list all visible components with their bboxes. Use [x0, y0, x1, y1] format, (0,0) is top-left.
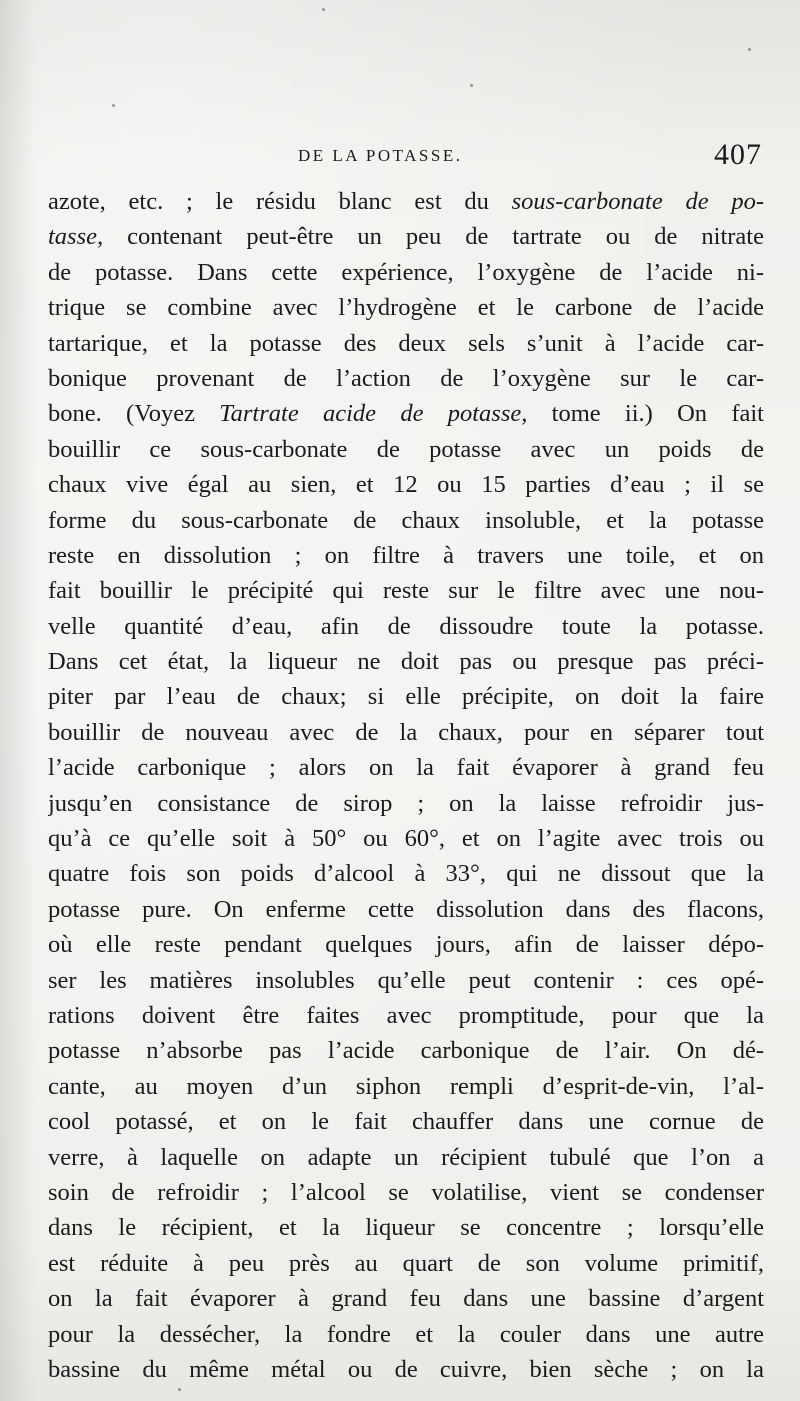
text-line [48, 1210, 764, 1245]
paper-speck [178, 1388, 181, 1391]
text-line [48, 184, 764, 219]
text-line [48, 856, 764, 891]
text-run: bouillir ce sous-carbonate de potasse avec un poids de [48, 435, 764, 463]
text-run: qu’à ce qu’elle soit à 50° ou 60°, et on l’agite avec trois ou [48, 825, 764, 853]
text-run: soin de refroidir ; l’alcool se volatilise, vient se condenser [48, 1178, 764, 1206]
text-run: bassine du même métal ou de cuivre, bien sèche ; on la [48, 1355, 764, 1383]
text-line [48, 1104, 764, 1139]
page-gutter-shadow [0, 0, 36, 1401]
text-run: tartarique, et la potasse des deux sels s’unit à l’acide car- [48, 329, 764, 357]
text-line [48, 503, 764, 538]
text-run: quatre fois son poids d’alcool à 33°, qui ne dissout que la [48, 860, 764, 888]
text-line [48, 609, 764, 644]
text-line [48, 255, 764, 290]
text-line [48, 1175, 764, 1210]
page-number: 407 [714, 138, 762, 171]
text-run: azote, etc. ; le résidu blanc est du [48, 188, 512, 215]
running-head: DE LA POTASSE. [298, 146, 463, 165]
paper-speck [748, 48, 751, 51]
text-line [48, 1281, 764, 1316]
text-line [48, 679, 764, 714]
text-line [48, 1352, 764, 1387]
text-run: de potasse. Dans cette expérience, l’oxygène de l’acide ni- [48, 258, 764, 286]
text-run: forme du sous-carbonate de chaux insoluble, et la potasse [48, 506, 764, 534]
text-run: cool potassé, et on le fait chauffer dans une cornue de [48, 1108, 764, 1136]
text-line [48, 361, 764, 396]
text-line [48, 821, 764, 856]
text-run: pour la dessécher, la fondre et la couler dans une autre [48, 1320, 764, 1348]
text-line [48, 1033, 764, 1068]
italic-text: tasse, [48, 223, 104, 251]
text-line [48, 998, 764, 1033]
text-run: Dans cet état, la liqueur ne doit pas ou presque pas préci- [48, 648, 764, 676]
text-line [48, 290, 764, 325]
text-run: fait bouillir le précipité qui reste sur le filtre avec une nou- [48, 577, 764, 605]
paper-speck [112, 104, 115, 107]
text-run: velle quantité d’eau, afin de dissoudre toute la potasse. [48, 612, 764, 640]
text-run: cante, au moyen d’un siphon rempli d’esprit-de-vin, l’al- [48, 1072, 764, 1100]
text-line [48, 750, 764, 785]
text-run: l’acide carbonique ; alors on la fait évaporer à grand feu [48, 754, 764, 782]
text-line [48, 432, 764, 467]
text-run: on la fait évaporer à grand feu dans une bassine d’argent [48, 1285, 764, 1313]
paper-speck [470, 84, 473, 87]
italic-text: Tartrate acide de potasse, [219, 400, 528, 428]
text-line [48, 1246, 764, 1281]
italic-text: sous-carbonate de po- [511, 188, 764, 215]
text-run: est réduite à peu près au quart de son volume primitif, [48, 1249, 764, 1277]
text-line [48, 715, 764, 750]
text-run: bonique provenant de l’action de l’oxygène sur le car- [48, 364, 764, 392]
text-run: potasse pure. On enferme cette dissolution dans des flacons, [48, 895, 764, 923]
text-run: potasse n’absorbe pas l’acide carbonique de l’air. On dé- [48, 1037, 764, 1065]
text-line [48, 892, 764, 927]
body-text [48, 184, 764, 1387]
text-line [48, 573, 764, 608]
text-run: dans le récipient, et la liqueur se concentre ; lorsqu’elle [48, 1214, 764, 1242]
text-run: où elle reste pendant quelques jours, afin de laisser dépo- [48, 931, 764, 959]
text-run: tome ii.) On fait [527, 400, 764, 428]
text-run: bone. (Voyez [48, 400, 220, 428]
text-line [48, 927, 764, 962]
text-run: rations doivent être faites avec promptitude, pour que la [48, 1001, 764, 1029]
text-line [48, 219, 764, 254]
text-line [48, 963, 764, 998]
paper-speck [322, 8, 325, 11]
text-line [48, 467, 764, 502]
text-run: trique se combine avec l’hydrogène et le carbone de l’acide [48, 294, 764, 322]
text-line [48, 1140, 764, 1175]
text-run: reste en dissolution ; on filtre à travers une toile, et on [48, 541, 764, 569]
text-line [48, 786, 764, 821]
text-run: piter par l’eau de chaux; si elle précipite, on doit la faire [48, 683, 764, 711]
text-run: contenant peut-être un peu de tartrate ou de nitrate [103, 223, 764, 251]
text-line [48, 1069, 764, 1104]
page-header [48, 138, 768, 178]
text-run: chaux vive égal au sien, et 12 ou 15 parties d’eau ; il se [48, 471, 764, 499]
text-run: jusqu’en consistance de sirop ; on la laisse refroidir jus- [48, 789, 764, 817]
text-line [48, 644, 764, 679]
text-line [48, 326, 764, 361]
text-run: verre, à laquelle on adapte un récipient tubulé que l’on a [48, 1143, 764, 1171]
text-line [48, 1317, 764, 1352]
text-run: bouillir de nouveau avec de la chaux, pour en séparer tout [48, 718, 764, 746]
text-run: ser les matières insolubles qu’elle peut contenir : ces opé- [48, 966, 764, 994]
text-line [48, 538, 764, 573]
text-line [48, 396, 764, 431]
